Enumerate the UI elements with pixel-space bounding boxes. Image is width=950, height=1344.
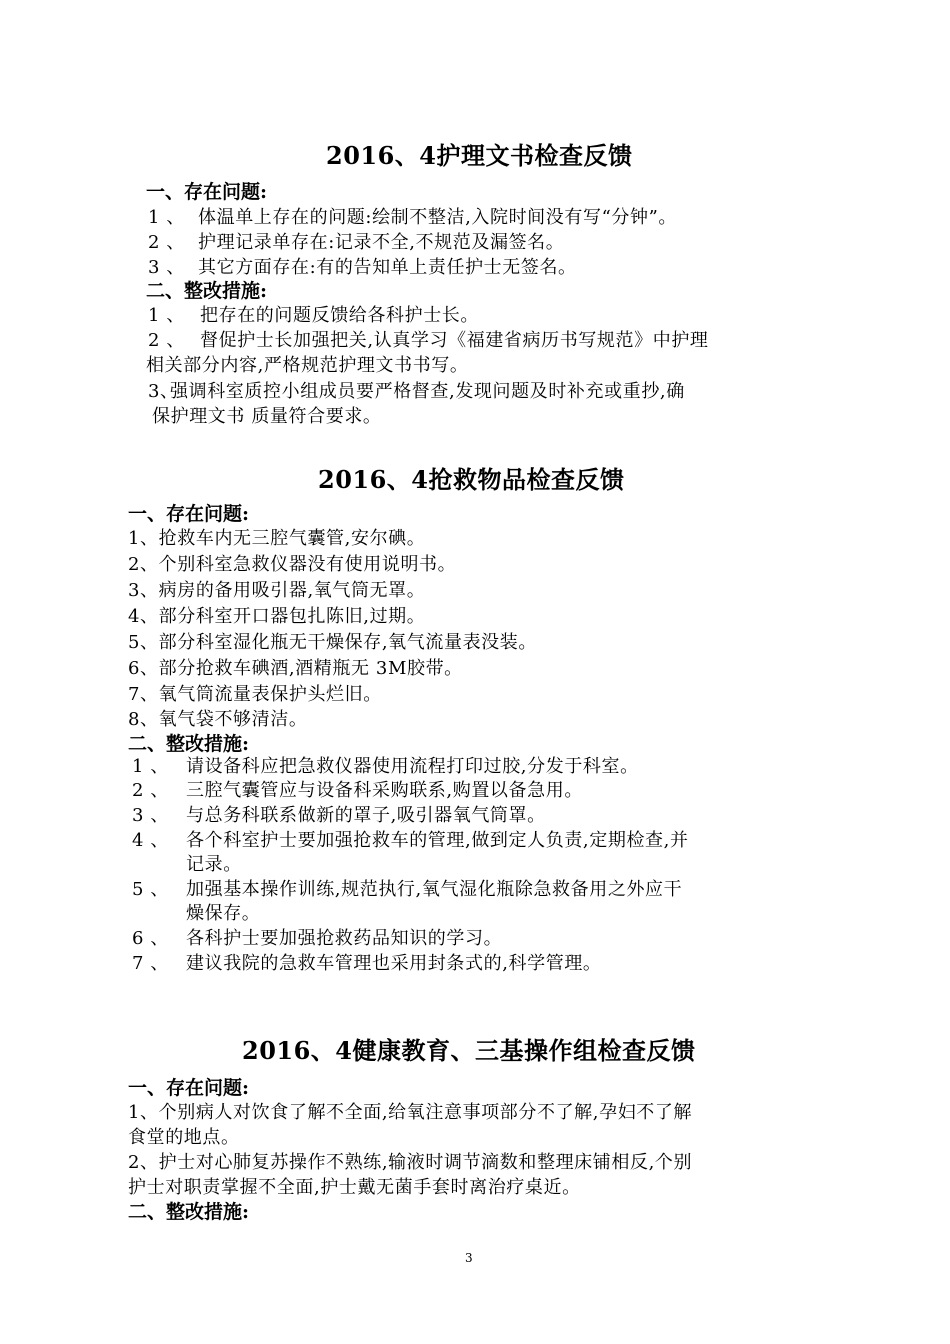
section3-title: 2016、4健康教育、三基操作组检查反馈 [242,1036,696,1065]
section1-title: 2016、4护理文书检查反馈 [326,141,633,170]
section2-problem-item: 1、抢救车内无三腔气囊管,安尔碘。 [128,528,426,549]
section3-measures-heading: 二、整改措施: [128,1201,250,1223]
section2-problem-item: 2、个别科室急救仪器没有使用说明书。 [128,554,457,575]
section1-measure-item: 1 、 把存在的问题反馈给各科护士长。 [148,305,479,326]
section1-measure-continuation: 相关部分内容,严格规范护理文书书写。 [146,355,469,376]
section1-problem-item: 3 、 其它方面存在:有的告知单上责任护士无签名。 [148,257,577,278]
section2-measure-item: 4 、 各个科室护士要加强抢救车的管理,做到定人负责,定期检查,并 [132,830,689,851]
section3-problem-item: 2、护士对心肺复苏操作不熟练,输液时调节滴数和整理床铺相反,个别 [128,1152,693,1173]
section3-problem-continuation: 食堂的地点。 [128,1127,240,1148]
section2-problem-item: 4、部分科室开口器包扎陈旧,过期。 [128,606,426,627]
section2-problem-item: 7、氧气筒流量表保护头烂旧。 [128,684,382,705]
section1-measure-continuation: 保护理文书 质量符合要求。 [152,406,382,427]
section1-problem-item: 2 、 护理记录单存在:记录不全,不规范及漏签名。 [148,232,565,253]
section2-measure-item: 7 、 建议我院的急救车管理也采用封条式的,科学管理。 [132,953,602,974]
section2-problem-item: 8、氧气袋不够清洁。 [128,709,308,730]
page-number: 3 [465,1251,473,1265]
section2-measure-item: 6 、 各科护士要加强抢救药品知识的学习。 [132,928,503,949]
section2-problems-heading: 一、存在问题: [128,503,250,525]
section1-measure-item: 2 、 督促护士长加强把关,认真学习《福建省病历书写规范》中护理 [148,330,709,351]
section1-problem-item: 1 、 体温单上存在的问题:绘制不整洁,入院时间没有写“分钟”。 [148,207,677,228]
section1-measures-heading: 二、整改措施: [146,280,268,302]
section2-problem-item: 6、部分抢救车碘酒,酒精瓶无 3M胶带。 [128,658,463,679]
section3-problems-heading: 一、存在问题: [128,1077,250,1099]
section2-problem-item: 5、部分科室湿化瓶无干燥保存,氧气流量表没装。 [128,632,537,653]
section2-measure-item: 2 、 三腔气囊管应与设备科采购联系,购置以备急用。 [132,780,583,801]
section2-measure-item: 5 、 加强基本操作训练,规范执行,氧气湿化瓶除急救备用之外应干 [132,879,683,900]
section2-measures-heading: 二、整改措施: [128,733,250,755]
section2-problem-item: 3、病房的备用吸引器,氧气筒无罩。 [128,580,426,601]
section1-problems-heading: 一、存在问题: [146,181,268,203]
section2-measure-item: 3 、 与总务科联系做新的罩子,吸引器氧气筒罩。 [132,805,546,826]
section2-measure-continuation: 记录。 [186,854,242,875]
section3-problem-item: 1、个别病人对饮食了解不全面,给氧注意事项部分不了解,孕妇不了解 [128,1102,693,1123]
section2-title: 2016、4抢救物品检查反馈 [318,465,625,494]
section2-measure-item: 1 、 请设备科应把急救仪器使用流程打印过胶,分发于科室。 [132,756,639,777]
section2-measure-continuation: 燥保存。 [186,903,261,924]
section1-measure-item: 3、强调科室质控小组成员要严格督查,发现问题及时补充或重抄,确 [148,381,685,402]
section3-problem-continuation: 护士对职责掌握不全面,护士戴无菌手套时离治疗桌近。 [128,1177,581,1198]
